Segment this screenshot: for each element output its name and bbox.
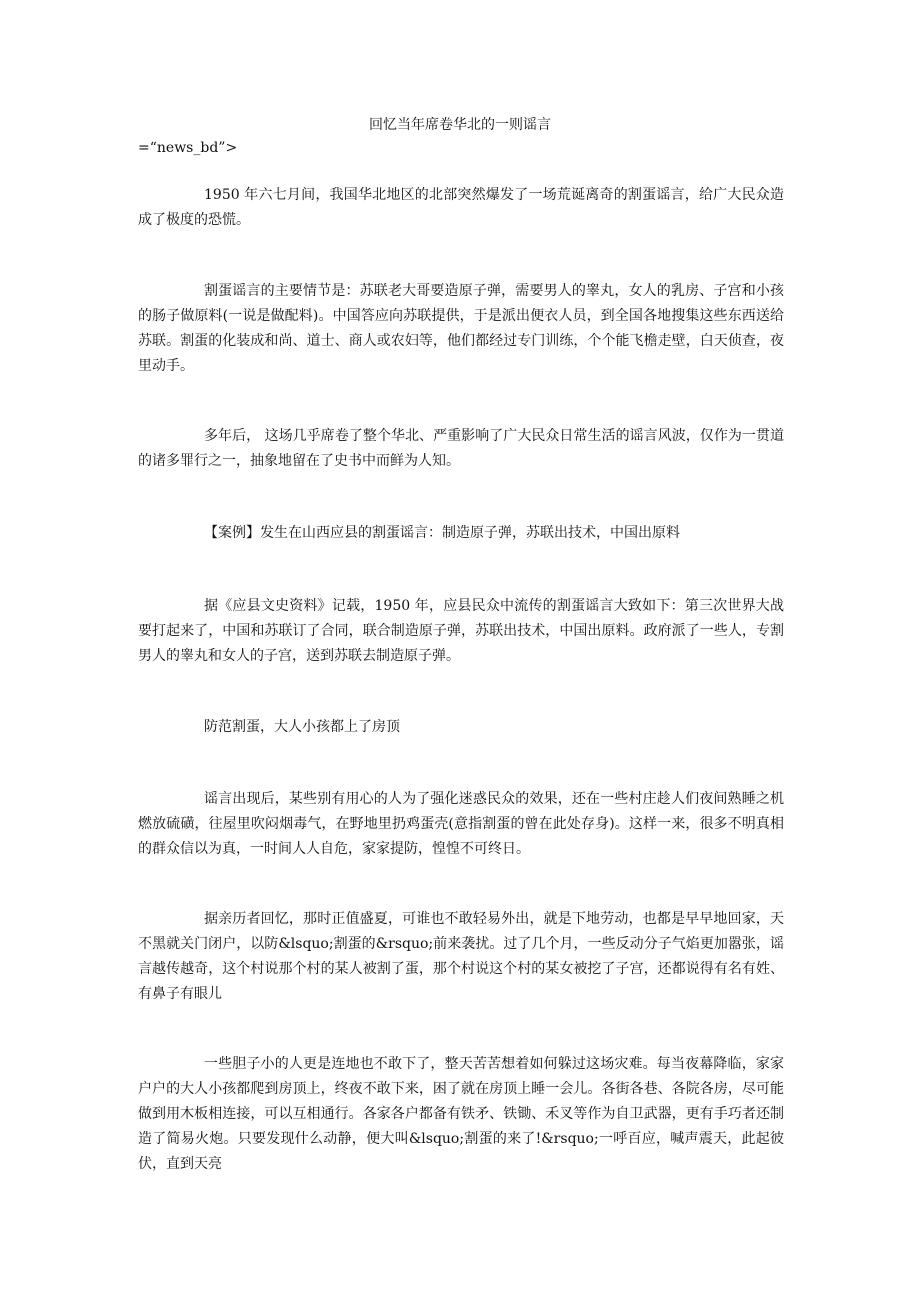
- document-title: 回忆当年席卷华北的一则谣言: [369, 117, 551, 133]
- paragraph-7: 谣言出现后，某些别有用心的人为了强化迷惑民众的效果，还在一些村庄趁人们夜间熟睡之机燃放硫磺，往屋里吹闷烟毒气，在野地里扔鸡蛋壳(意指割蛋的曾在此处存身)。这样一来，很多不明真相的群众信以为真，一时间人人自危，家家提防，惶惶不可终日。: [138, 791, 784, 857]
- section-heading: 防范割蛋，大人小孩都上了房顶: [204, 719, 400, 735]
- stray-markup-text: =“news_bd”>: [138, 140, 238, 156]
- paragraph-2: 割蛋谣言的主要情节是：苏联老大哥要造原子弹，需要男人的睾丸，女人的乳房、子宫和小孩的肠子做原料(一说是做配料)。中国答应向苏联提供，于是派出便衣人员，到全国各地搜集这些东西送给苏联。割蛋的化装成和尚、道士、商人或农妇等，他们都经过专门训练，个个能飞檐走壁，白天侦查，夜里动手。: [138, 283, 784, 374]
- paragraph-9: 一些胆子小的人更是连地也不敢下了，整天苦苦想着如何躲过这场灾难。每当夜幕降临，家家户户的大人小孩都爬到房顶上，终夜不敢下来，困了就在房顶上睡一会儿。各街各巷、各院各房，尽可能做到用木板相连接，可以互相通行。各家各户都备有铁矛、铁锄、禾叉等作为自卫武器，更有手巧者还制造了简易火炮。只要发现什么动静，便大叫&lsquo;割蛋的来了!&rsquo;一呼百应，喊声震天，此起彼伏，直到天亮: [138, 1056, 784, 1172]
- paragraph-1: 1950 年六七月间，我国华北地区的北部突然爆发了一场荒诞离奇的割蛋谣言，给广大民众造成了极度的恐慌。: [138, 187, 784, 228]
- paragraph-5: 据《应县文史资料》记载，1950 年，应县民众中流传的割蛋谣言大致如下：第三次世界大战要打起来了，中国和苏联订了合同，联合制造原子弹，苏联出技术，中国出原料。政府派了一些人，专割男人的睾丸和女人的子宫，送到苏联去制造原子弹。: [138, 598, 784, 664]
- paragraph-3: 多年后， 这场几乎席卷了整个华北、严重影响了广大民众日常生活的谣言风波，仅作为一贯道的诸多罪行之一，抽象地留在了史书中而鲜为人知。: [138, 428, 784, 469]
- paragraph-8: 据亲历者回忆，那时正值盛夏，可谁也不敢轻易外出，就是下地劳动，也都是早早地回家，天不黑就关门闭户，以防&lsquo;割蛋的&rsquo;前来袭扰。过了几个月，一些反动分子气焰更加嚣张，谣言越传越奇，这个村说那个村的某人被割了蛋，那个村说这个村的某女被挖了子宫，还都说得有名有姓、有鼻子有眼儿: [138, 911, 784, 1002]
- case-heading: 【案例】发生在山西应县的割蛋谣言：制造原子弹，苏联出技术，中国出原料: [204, 525, 680, 541]
